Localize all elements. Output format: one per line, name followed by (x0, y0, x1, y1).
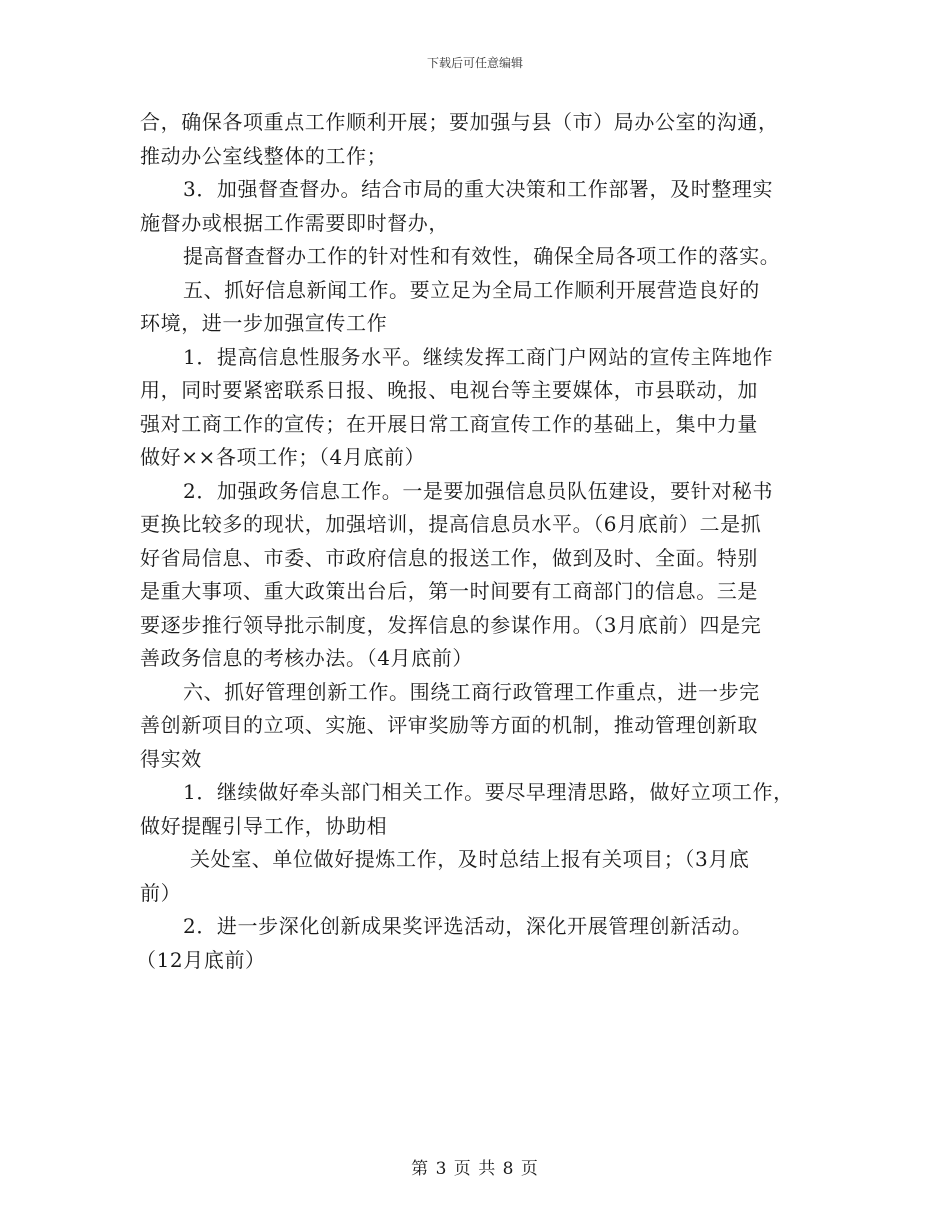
document-body (136, 106, 820, 977)
text-line-8: 1．提高信息性服务水平。继续发挥工商门户网站的宣传主阵地作 (183, 344, 774, 369)
text-line-6: 五、抓好信息新闻工作。要立足为全局工作顺利开展营造良好的 (183, 277, 760, 302)
text-line-17: 善政务信息的考核办法。（4月底前） (140, 646, 473, 670)
page-number-footer: 第 3 页 共 8 页 (411, 1159, 539, 1179)
text-line-25: 2．进一步深化创新成果奖评选活动，深化开展管理创新活动。 (183, 914, 753, 938)
text-line-4: 施督办或根据工作需要即时督办， (140, 210, 449, 235)
text-line-21: 1．继续做好牵头部门相关工作。要尽早理清思路，做好立项工作， (183, 780, 794, 804)
text-line-7: 环境，进一步加强宣传工作 (140, 311, 388, 335)
text-line-20: 得实效 (140, 746, 202, 771)
text-line-1: 合，确保各项重点工作顺利开展；要加强与县（市）局办公室的沟通， (140, 110, 779, 134)
text-line-19: 善创新项目的立项、实施、评审奖励等方面的机制，推动管理创新取 (140, 713, 758, 737)
page-header-note: 下载后可任意编辑 (426, 56, 523, 70)
text-line-3: 3．加强督查督办。结合市局的重大决策和工作部署，及时整理实 (183, 177, 774, 201)
text-line-14: 好省局信息、市委、市政府信息的报送工作，做到及时、全面。特别 (140, 545, 758, 570)
text-line-9: 用，同时要紧密联系日报、晚报、电视台等主要媒体，市县联动，加 (140, 378, 758, 402)
text-line-11: 做好××各项工作；（4月底前） (140, 445, 426, 469)
text-line-12: 2．加强政务信息工作。一是要加强信息员队伍建设，要针对秘书 (183, 478, 774, 503)
text-line-26: （12月底前） (136, 947, 266, 972)
text-line-16: 要逐步推行领导批示制度，发挥信息的参谋作用。（3月底前）四是完 (140, 612, 762, 637)
text-line-13: 更换比较多的现状，加强培训，提高信息员水平。（6月底前）二是抓 (140, 512, 762, 536)
text-line-5: 提高督查督办工作的针对性和有效性，确保全局各项工作的落实。 (183, 244, 781, 268)
text-line-23: 关处室、单位做好提炼工作，及时总结上报有关项目；（3月底 (190, 847, 750, 871)
text-line-18: 六、抓好管理创新工作。围绕工商行政管理工作重点，进一步完 (183, 679, 760, 704)
text-line-24: 前） (140, 880, 182, 905)
text-line-22: 做好提醒引导工作，协助相 (140, 813, 388, 838)
text-line-15: 是重大事项、重大政策出台后，第一时间要有工商部门的信息。三是 (140, 579, 758, 603)
text-line-10: 强对工商工作的宣传；在开展日常工商宣传工作的基础上，集中力量 (140, 411, 758, 436)
text-line-2: 推动办公室线整体的工作； (140, 143, 388, 168)
